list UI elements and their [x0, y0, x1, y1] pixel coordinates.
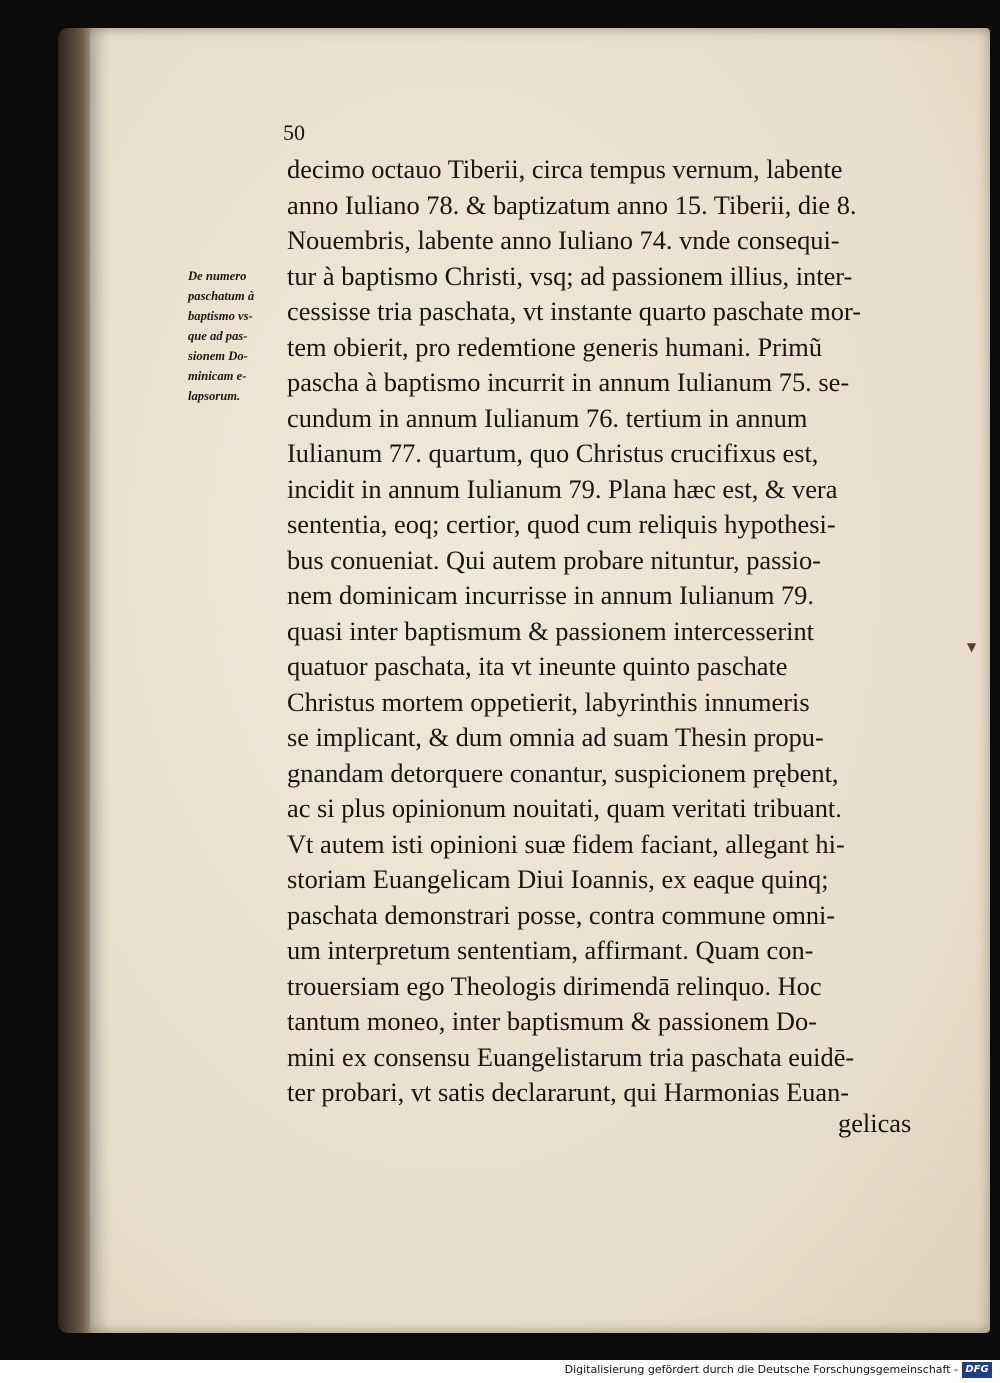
marginal-note-line: paschatum à: [188, 289, 255, 303]
text-line: pascha à baptismo incurrit in annum Iulianum 75. se-: [287, 367, 850, 397]
marginal-note-line: baptismo vs-: [188, 309, 253, 323]
page-number: 50: [283, 120, 305, 145]
text-line: tur à baptismo Christi, vsq; ad passionem illius, inter-: [287, 260, 853, 291]
text-line: se implicant, & dum omnia ad suam Thesin propu-: [287, 722, 824, 752]
text-line: sententia, eoq; certior, quod cum reliquis hypothesi-: [287, 509, 836, 539]
text-line: quasi inter baptismum & passionem intercesserint: [287, 615, 814, 646]
text-line: bus conueniat. Qui autem probare nituntur, passio-: [287, 544, 821, 575]
text-line: decimo octauo Tiberii, circa tempus vernum, labente: [287, 154, 843, 184]
marginal-note-line: minicam e-: [188, 369, 247, 383]
text-line: anno Iuliano 78. & baptizatum anno 15. Tiberii, die 8.: [287, 189, 857, 220]
marginal-note-line: De numero: [188, 269, 247, 283]
funding-credit: Digitalisierung gefördert durch die Deutsche Forschungsgemeinschaft -: [564, 1363, 958, 1376]
text-line: storiam Euangelicam Diui Ioannis, ex eaque quinq;: [287, 864, 829, 894]
page-edge-mark-icon: ▼: [967, 640, 977, 654]
text-line: mini ex consensu Euangelistarum tria paschata euidē-: [287, 1041, 855, 1072]
marginal-note: [188, 266, 283, 406]
text-line: quatuor paschata, ita vt ineunte quinto paschate: [287, 651, 788, 681]
marginal-note-line: que ad pas-: [188, 329, 248, 343]
text-line: gnandam detorquere conantur, suspicionem prębent,: [287, 757, 839, 788]
footer-bar: [0, 1360, 1000, 1383]
text-line: Christus mortem oppetierit, labyrinthis innumeris: [287, 686, 810, 717]
text-line: cundum in annum Iulianum 76. tertium in annum: [287, 402, 808, 433]
text-line: incidit in annum Iulianum 79. Plana hæc est, & vera: [287, 473, 838, 504]
text-line: nem dominicam incurrisse in annum Iulianum 79.: [287, 580, 814, 610]
text-line: tem obierit, pro redemtione generis humani. Primũ: [287, 331, 823, 362]
text-line: ter probari, vt satis declararunt, qui Harmonias Euan-: [287, 1077, 850, 1107]
text-line: um interpretum sententiam, affirmant. Quam con-: [287, 935, 814, 965]
marginal-note-line: sionem Do-: [188, 349, 248, 363]
text-line: Vt autem isti opinioni suæ fidem faciant, allegant hi-: [287, 828, 845, 859]
marginal-note-line: lapsorum.: [188, 389, 241, 403]
text-line: tantum moneo, inter baptismum & passionem Do-: [287, 1006, 817, 1036]
text-line: trouersiam ego Theologis dirimendā relinquo. Hoc: [287, 970, 822, 1001]
text-line: Nouembris, labente anno Iuliano 74. vnde consequi-: [287, 225, 840, 255]
dfg-logo: DFG: [962, 1362, 992, 1378]
text-line: cessisse tria paschata, vt instante quarto paschate mor-: [287, 296, 861, 326]
text-line: Iulianum 77. quartum, quo Christus crucifixus est,: [287, 438, 819, 468]
catchword: gelicas: [838, 1108, 912, 1138]
text-line: ac si plus opinionum nouitati, quam veritati tribuant.: [287, 793, 842, 823]
main-text: [287, 152, 927, 1111]
text-line: paschata demonstrari posse, contra commune omni-: [287, 899, 836, 930]
